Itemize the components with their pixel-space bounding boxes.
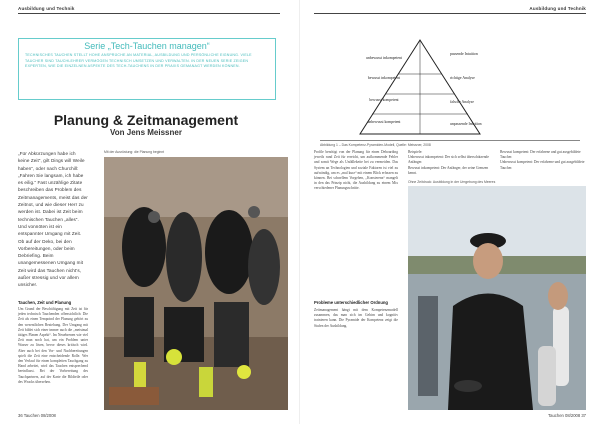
article-title: Planung & Zeitmanagement (53, 112, 239, 128)
series-title: Serie „Tech-Tauchen managen“ (84, 41, 210, 51)
diver-photo-image (408, 186, 586, 410)
photo-caption-right: Ohne Zeitdruck: Ausbildung in der Umgebung des Meeres (408, 180, 496, 184)
folio-left: 36 Tauchen 08/2008 (18, 413, 56, 418)
diag-right-label-2: richtige Analyse (450, 76, 475, 80)
diag-right-label-1: passende Intuition (450, 52, 478, 56)
diag-label-4: unbewusst kompetent (367, 120, 401, 124)
diag-label-3: bewusst kompetent (369, 98, 399, 102)
right-page (300, 0, 600, 424)
subhead-problems: Probleme unterschiedlicher Ordnung (314, 300, 388, 305)
equipment-photo (104, 157, 288, 410)
body-column-1: Um Grund der Beschäftigung mit Zeit ist für jeden technisch Tauchenden offensichtlich: Die Zeit als einen Tempoind der Planung gehört zu den wesentlichen Beziehung. Der Umgang mit Zeit bildet sich einer immer auch die „meistmal tätiges Planen Aspekt“. Im Neuebrenen wie viel Zeit man noch hat, um ein Problem unter Wasser zu lösen, bevor dieses kritisch wird. Aber auch bei den Vor- und Nachbereitungen spielt die Zeit eine entscheidende Rolle. Wer den Verlauf für einen kompletten Tauchgang zu Hand arbeitet, wird das Tauchen entsprechend beeinflusst. Bei der Vorbereitung des Tauchpartners, auf der Karte die Bildteile oder des Wracks übersehen. (18, 307, 88, 384)
body-column-right-1b: Zeitmanagement hängt mit dem Kompetenzmodell zusammen, das man sich im Gehirn und kognitiv trainieren kann. Die Pyramide der Kompetenz zeigt die Stufen der Ausbildung. (314, 308, 398, 328)
article-byline: Von Jens Meissner (110, 128, 182, 137)
top-rule-right (314, 13, 586, 14)
series-text: TECHNISCHES TAUCHEN STELLT HOHE ANSPRÜCHE AN MATERIAL, AUSBILDUNG UND PERSÖNLICHE EIGNUNG. VIELE TAUCHER SIND TAUCHLEHRER VERMÖGEN TECHNISCH UMSETZEN UND VERWALTEN. IN DER NEUEN SERIE ZEIGEN EXPERTEN, WIE DIE EINZELNEN ASPEKTE DES TECH-TAUCHENS IN DER PRAXIS GEMANAGT WERDEN KÖNNEN. (25, 53, 252, 69)
bullet-1: Unbewusst inkompetent: Der sich selbst überschätzende Anfänger. (408, 155, 489, 165)
examples-column-2 (500, 150, 586, 171)
running-head-right: Ausbildung und Technik (529, 6, 586, 11)
bullet-3: Bewusst kompetent: Der erfahrene und gut ausgebildete Taucher. (500, 150, 581, 160)
examples-column (408, 150, 492, 176)
diver-photo (408, 186, 586, 410)
bullet-2: Bewusst inkompetent: Der Anfänger, der seine Grenzen kennt. (408, 165, 489, 175)
section-subhead: Tauchen, Zeit und Planung (18, 300, 72, 305)
diag-label-1: unbewusst inkompetent (366, 56, 402, 60)
photo-caption-left: Mit der Ausrüstung: die Planung beginnt (104, 150, 165, 154)
top-rule (18, 13, 280, 14)
series-box (18, 38, 276, 100)
body-column-right-1: Profile benötigt von der Planung für einen Deboarding jeweils rund Zeit für erreicht, um aufkommende Fehler und somit Wege als Unfällekette bei zu vermeiden. Das System an Technologien und soziale Faktoren ist viel zu aufwändig, um es „mal kurz“ mit einem Blick erfassen zu können. Bei schnellem Vorgehen, „Konsterenz“ mangelt in den das Prinzip nicht, die Ausbildung zu einem Mix verschiedener Planungsschritte. (314, 150, 398, 191)
folio-right: Tauchen 08/2008 37 (548, 413, 586, 418)
diag-label-2: bewusst inkompetent (367, 76, 401, 80)
bullet-4: Unbewusst kompetent: Der erfahrene und gut ausgebildete Taucher. (500, 160, 585, 170)
article-lead: „Für Abkürzungen habe ich keine Zeit“, gilt Dings will Weile haben“, oder nach Churchill: „Fahren Sie langsam, ich habe es eilig.“ Fast unzählige Zitate beschreiben das Problem des Zeitmanagements, meist das der Zeitnot, und wie dieser Herr zu werden ist. Dabei ist Zeit beim technischen Tauchen „alles“. Und vonnöten ist ein entspannter Umgang mit Zeit. Ob auf der Deko, bei den Vorbereitungen, oder beim Debriefing. Beim unangemessenen Umgang mit Zeit wird das Tauchen nicht’s, außer stressig und vor allem unsicher. (18, 151, 88, 288)
examples-intro: Beispiele: (408, 150, 423, 154)
running-head-left: Ausbildung und Technik (18, 6, 75, 11)
equipment-photo-image (104, 157, 288, 410)
diag-right-label-4: unpassende Intuition (450, 122, 482, 126)
diag-right-label-3: falsche Analyse (450, 100, 474, 104)
diagram-caption: Abbildung 1 – Das Kompetenz-Pyramiden-Modell, Quelle: Meissner, 2008 (320, 140, 580, 147)
